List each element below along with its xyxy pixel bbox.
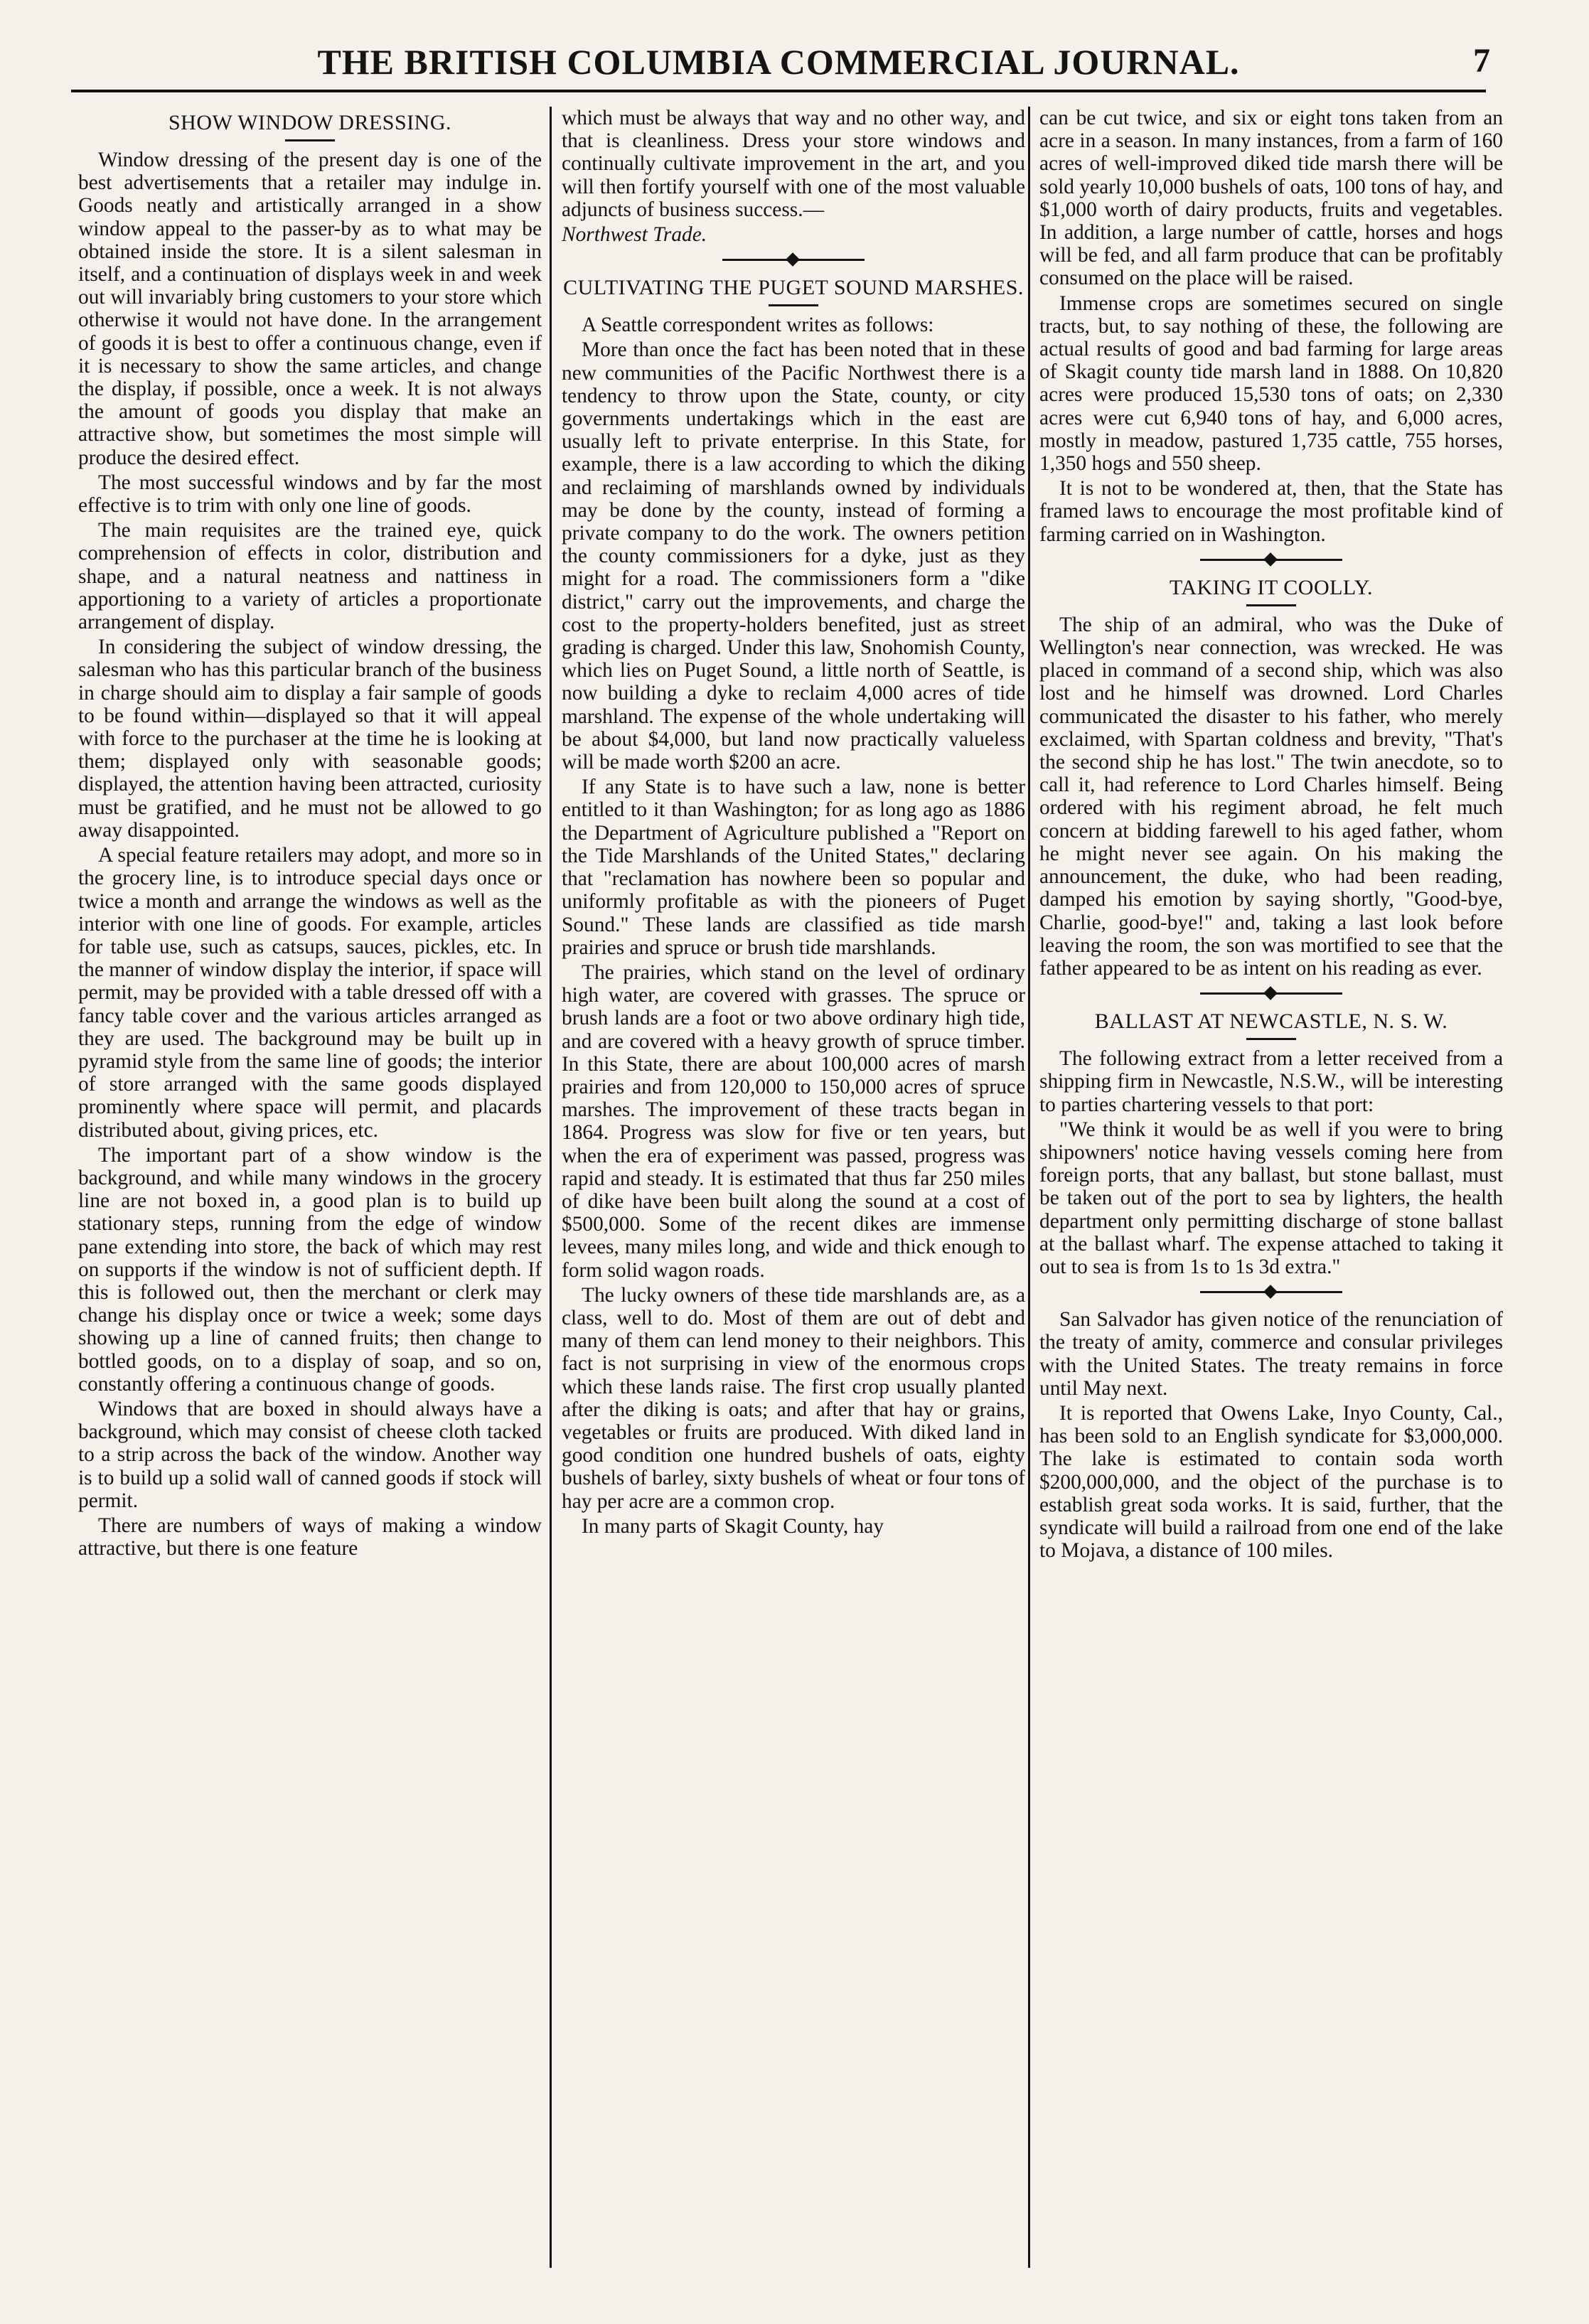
paragraph: More than once the fact has been noted that in these new communities of the Pacific Northwest there is a tendency to throw upon the State, county, or city governments undertakings which in the east are usually left to private enterprise. In this State, for example, there is a law according to which the diking and reclaiming of marshlands owned by individuals may be done by the county, instead of forming a private company to do the work. The owners petition the county commissioners for a dyke, just as they might for a road. The commissioners form a "dike district," carry out the improvements, and charge the cost to the property-holders benefited, just as street grading is charged. Under this law, Snohomish County, which lies on Puget Sound, a little north of Seattle, is now building a dyke to reclaim 4,000 acres of tide marshland. The expense of the whole undertaking will be about $4,000, but land now practically valueless will be made worth $200 an acre. xyxy=(562,338,1025,774)
journal-title: THE BRITISH COLUMBIA COMMERCIAL JOURNAL. xyxy=(317,42,1240,82)
paragraph: The following extract from a letter received from a shipping firm in Newcastle, N.S.W., will be interesting to parties chartering vessels to that port: xyxy=(1039,1047,1503,1116)
paragraph: If any State is to have such a law, none is better entitled to it than Washington; for as long ago as 1886 the Department of Agriculture published a "Report on the Tide Marshlands of the United States," declaring that "reclamation has nowhere been so popular and uniformly profitable as with the pioneers of Puget Sound." These lands are classified as tide marsh prairies and spruce or brush tide marshlands. xyxy=(562,776,1025,959)
paragraph: It is reported that Owens Lake, Inyo County, Cal., has been sold to an English syndicate for $3,000,000. The lake is estimated to contain soda worth $200,000,000, and the object of the purchase is to establish great soda works. It is said, further, that the syndicate will build a railroad from one end of the lake to Mojava, a distance of 100 miles. xyxy=(1039,1401,1503,1563)
section-divider xyxy=(722,256,865,263)
column-divider xyxy=(1028,107,1030,2268)
article-heading-ballast: BALLAST AT NEWCASTLE, N. S. W. xyxy=(1094,1010,1448,1034)
paragraph: Immense crops are sometimes secured on single tracts, but, to say nothing of these, the following are actual results of good and bad farming for large areas of Skagit county tide marsh land in 1888. On 10,820 acres were produced 15,530 tons of oats; on 2,330 acres were cut 6,940 tons of hay, and 6,000 acres, mostly in meadow, pastured 1,735 cattle, 755 horses, 1,350 hogs and 550 sheep. xyxy=(1039,291,1503,476)
section-divider xyxy=(1200,556,1342,563)
attribution: Northwest Trade. xyxy=(562,223,707,247)
column-2 xyxy=(562,107,1025,2268)
article-heading-puget-sound: CULTIVATING THE PUGET SOUND MARSHES. xyxy=(563,276,1024,300)
page-number: 7 xyxy=(1473,42,1490,80)
paragraph: In many parts of Skagit County, hay xyxy=(582,1514,884,1538)
paragraph: A Seattle correspondent writes as follows: xyxy=(582,314,934,337)
paragraph-continued: can be cut twice, and six or eight tons taken from an acre in a season. In many instances, from a farm of 160 acres of well-improved diked tide marsh there will be sold yearly 10,000 bushels of oats, 100 tons of hay, and $1,000 worth of dairy products, fruits and vegetables. In addition, a large number of cattle, horses and hogs will be fed, and all farm produce that can be profitably consumed on the place will be raised. xyxy=(1039,107,1503,290)
paragraph: The main requisites are the trained eye, quick comprehension of effects in color, distribution and shape, and a natural neatness and nattiness in apportioning to a variety of articles a proportionate arrangement of display. xyxy=(78,519,542,634)
masthead xyxy=(71,28,1490,92)
column-1 xyxy=(78,107,542,2268)
paragraph: Window dressing of the present day is one of the best advertisements that a retailer may indulge in. Goods neatly and artistically arranged in a show window appeal to the passer-by as to what may be obtained inside the store. It is a silent salesman in itself, and a continuation of displays week in and week out will invariably bring customers to your store which otherwise it would not have done. In the arrangement of goods it is best to offer a continuous change, even if it is necessary to show the same articles, and change the display, if possible, once a week. It is not always the amount of goods you display that make an attractive show, but sometimes the most simple will produce the desired effect. xyxy=(78,149,542,469)
paragraph: San Salvador has given notice of the renunciation of the treaty of amity, commerce and consular privileges with the United States. The treaty remains in force until May next. xyxy=(1039,1308,1503,1400)
heading-rule xyxy=(1246,1038,1296,1040)
heading-rule xyxy=(1246,604,1296,606)
paragraph: It is not to be wondered at, then, that the State has framed laws to encourage the most profitable kind of farming carried on in Washington. xyxy=(1039,477,1503,546)
paragraph: The important part of a show window is the background, and while many windows in the grocery line are not boxed in, a good plan is to build up stationary steps, running from the edge of window pane extending into store, the back of which may rest on supports if the window is not of sufficient depth. If this is followed out, then the merchant or clerk may change his display once or twice a week; some days showing up a line of canned fruits; then change to bottled goods, on to a display of soap, and so on, constantly offering a continuous change of goods. xyxy=(78,1143,542,1396)
article-heading-taking-it-coolly: TAKING IT COOLLY. xyxy=(1169,575,1374,599)
column-3 xyxy=(1039,107,1503,2268)
paragraph-continued: which must be always that way and no other way, and that is cleanliness. Dress your store windows and continually cultivate improvement in the art, and you will then fortify yourself with one of the most valuable adjuncts of business success.— xyxy=(562,107,1025,221)
section-divider xyxy=(1200,990,1342,997)
masthead-rule xyxy=(71,90,1486,92)
paragraph: The prairies, which stand on the level of ordinary high water, are covered with grasses. The spruce or brush lands are a foot or two above ordinary high tide, and are covered with a heavy growth of spruce timber. In this State, there are about 100,000 acres of marsh prairies and from 120,000 to 150,000 acres of spruce marshes. The improvement of these tracts began in 1864. Progress was slow for five or ten years, but when the era of experiment was passed, progress was rapid and steady. It is estimated that thus far 250 miles of dike have been built along the sound at a cost of $500,000. Some of the recent dikes are immense levees, many miles long, and wide and thick enough to form solid wagon roads. xyxy=(562,960,1025,1282)
heading-rule xyxy=(285,139,335,141)
paragraph: There are numbers of ways of making a window attractive, but there is one feature xyxy=(78,1514,542,1560)
column-divider xyxy=(550,107,552,2268)
paragraph: In considering the subject of window dressing, the salesman who has this particular branch of the business in charge should aim to display a fair sample of goods to be found within—displayed so that it will appeal with force to the purchaser at the time he is looking at them; displayed only with seasonable goods; displayed, the attention having been attracted, curiosity must be gratified, and he must not be allowed to go away disappointed. xyxy=(78,636,542,842)
paragraph: The most successful windows and by far the most effective is to trim with only one line of goods. xyxy=(78,471,542,518)
paragraph: A special feature retailers may adopt, and more so in the grocery line, is to introduce special days once or twice a month and arrange the windows as well as the interior with one line of goods. For example, articles for table use, such as catsups, sauces, pickles, etc. In the manner of window display the interior, if space will permit, may be provided with a table dressed off with a fancy table cover and the various articles arranged as they are used. The background may be built up in pyramid style from the same line of goods; the interior of store arranged with the same goods displayed prominently where space will permit, and placards distributed about, giving prices, etc. xyxy=(78,844,542,1142)
article-heading-window-dressing: SHOW WINDOW DRESSING. xyxy=(168,111,451,134)
paragraph: "We think it would be as well if you were to bring shipowners' notice having vessels coming here from foreign ports, that any ballast, but stone ballast, must be taken out of the port to sea by lighters, the health department only permitting discharge of stone ballast at the ballast wharf. The expense attached to taking it out to sea is from 1s to 1s 3d extra." xyxy=(1039,1118,1503,1278)
section-divider xyxy=(1200,1288,1342,1295)
paragraph: The lucky owners of these tide marshlands are, as a class, well to do. Most of them are out of debt and many of them can lend money to their neighbors. This fact is not surprising in view of the enormous crops which these lands raise. The first crop usually planted after the diking is oats; and after that hay or grains, vegetables or fruits are produced. With diked land in good condition one hundred bushels of oats, eighty bushels of barley, sixty bushels of wheat or four tons of hay per acre are a common crop. xyxy=(562,1283,1025,1513)
heading-rule xyxy=(769,304,818,306)
paragraph: Windows that are boxed in should always have a background, which may consist of cheese cloth tacked to a strip across the back of the window. Another way is to build up a solid wall of canned goods if stock will permit. xyxy=(78,1397,542,1512)
paragraph: The ship of an admiral, who was the Duke of Wellington's near connection, was wrecked. He was placed in command of a second ship, which was also lost and he himself was drowned. Lord Charles communicated the disaster to his father, who merely exclaimed, with Spartan coldness and brevity, "That's the second ship he has lost." The twin anecdote, so to call it, had reference to Lord Charles himself. Being ordered with his regiment abroad, he felt much concern at bidding farewell to his aged father, whom he might never see again. On his making the announcement, the duke, who had been reading, damped his emotion by saying shortly, "Good-bye, Charlie, good-bye!" and, taking a last look before leaving the room, the son was mortified to see that the father appeared to be as intent on his reading as ever. xyxy=(1039,613,1503,980)
